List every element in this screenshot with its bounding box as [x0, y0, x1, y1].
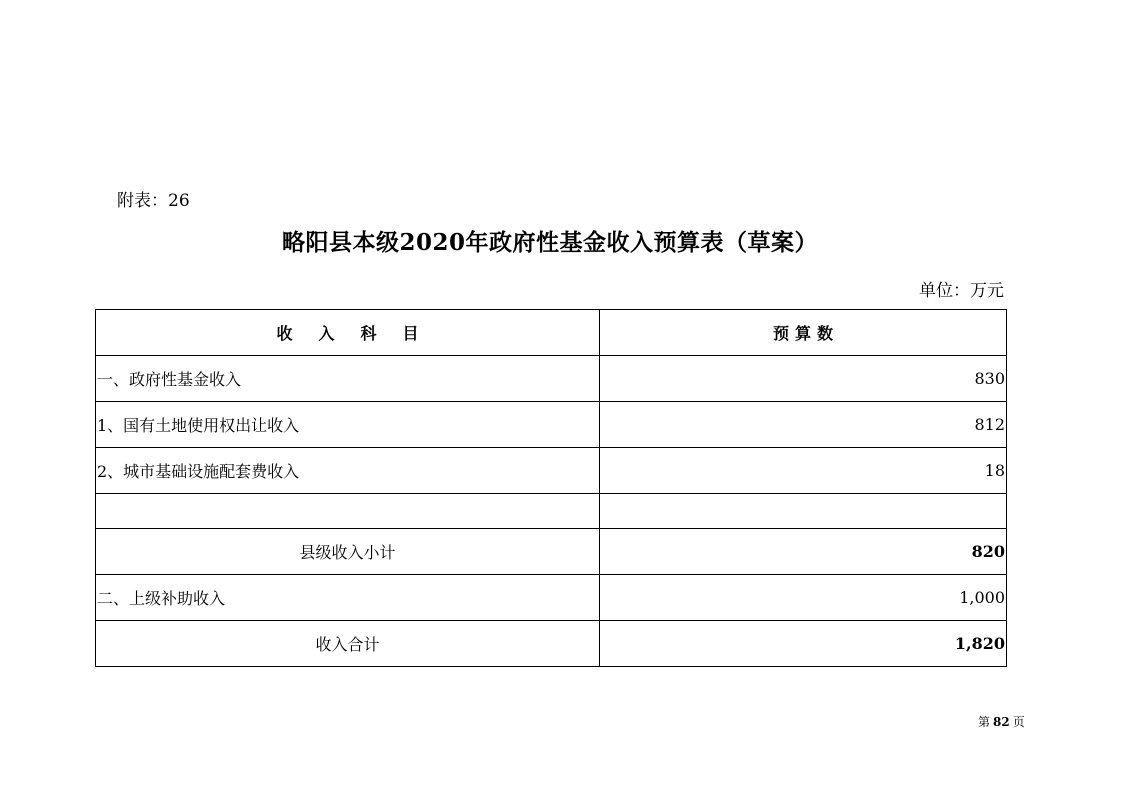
- unit-label: 单位：万元: [919, 281, 1004, 301]
- row-item: 1、国有土地使用权出让收入: [96, 402, 600, 448]
- page-number-value: 82: [993, 715, 1010, 729]
- row-amount: 820: [600, 529, 1007, 575]
- column-header-item: 收入科目: [96, 310, 600, 356]
- row-item: 2、城市基础设施配套费收入: [96, 448, 600, 494]
- page-number-prefix: 第: [978, 715, 991, 729]
- column-header-amount: 预算数: [600, 310, 1007, 356]
- row-amount: 18: [600, 448, 1007, 494]
- page-number: [978, 713, 1025, 730]
- table-row: [96, 356, 1007, 402]
- row-amount: 830: [600, 356, 1007, 402]
- row-item: 县级收入小计: [96, 529, 600, 575]
- row-item: 二、上级补助收入: [96, 575, 600, 621]
- row-amount: 1,000: [600, 575, 1007, 621]
- table-row: [96, 575, 1007, 621]
- table-row-blank: [96, 494, 1007, 529]
- row-item: [96, 494, 600, 529]
- row-amount: [600, 494, 1007, 529]
- page-title: 略阳县本级2020年政府性基金收入预算表（草案）: [281, 229, 818, 256]
- table-row-total: [96, 621, 1007, 667]
- budget-table: [95, 309, 1007, 667]
- row-item: 一、政府性基金收入: [96, 356, 600, 402]
- row-amount: 1,820: [600, 621, 1007, 667]
- table-row: [96, 402, 1007, 448]
- table-header-row: [96, 310, 1007, 356]
- row-amount: 812: [600, 402, 1007, 448]
- row-item: 收入合计: [96, 621, 600, 667]
- table-row: [96, 448, 1007, 494]
- page-number-suffix: 页: [1012, 715, 1025, 729]
- appendix-label: 附表：26: [117, 191, 190, 211]
- table-row-subtotal: [96, 529, 1007, 575]
